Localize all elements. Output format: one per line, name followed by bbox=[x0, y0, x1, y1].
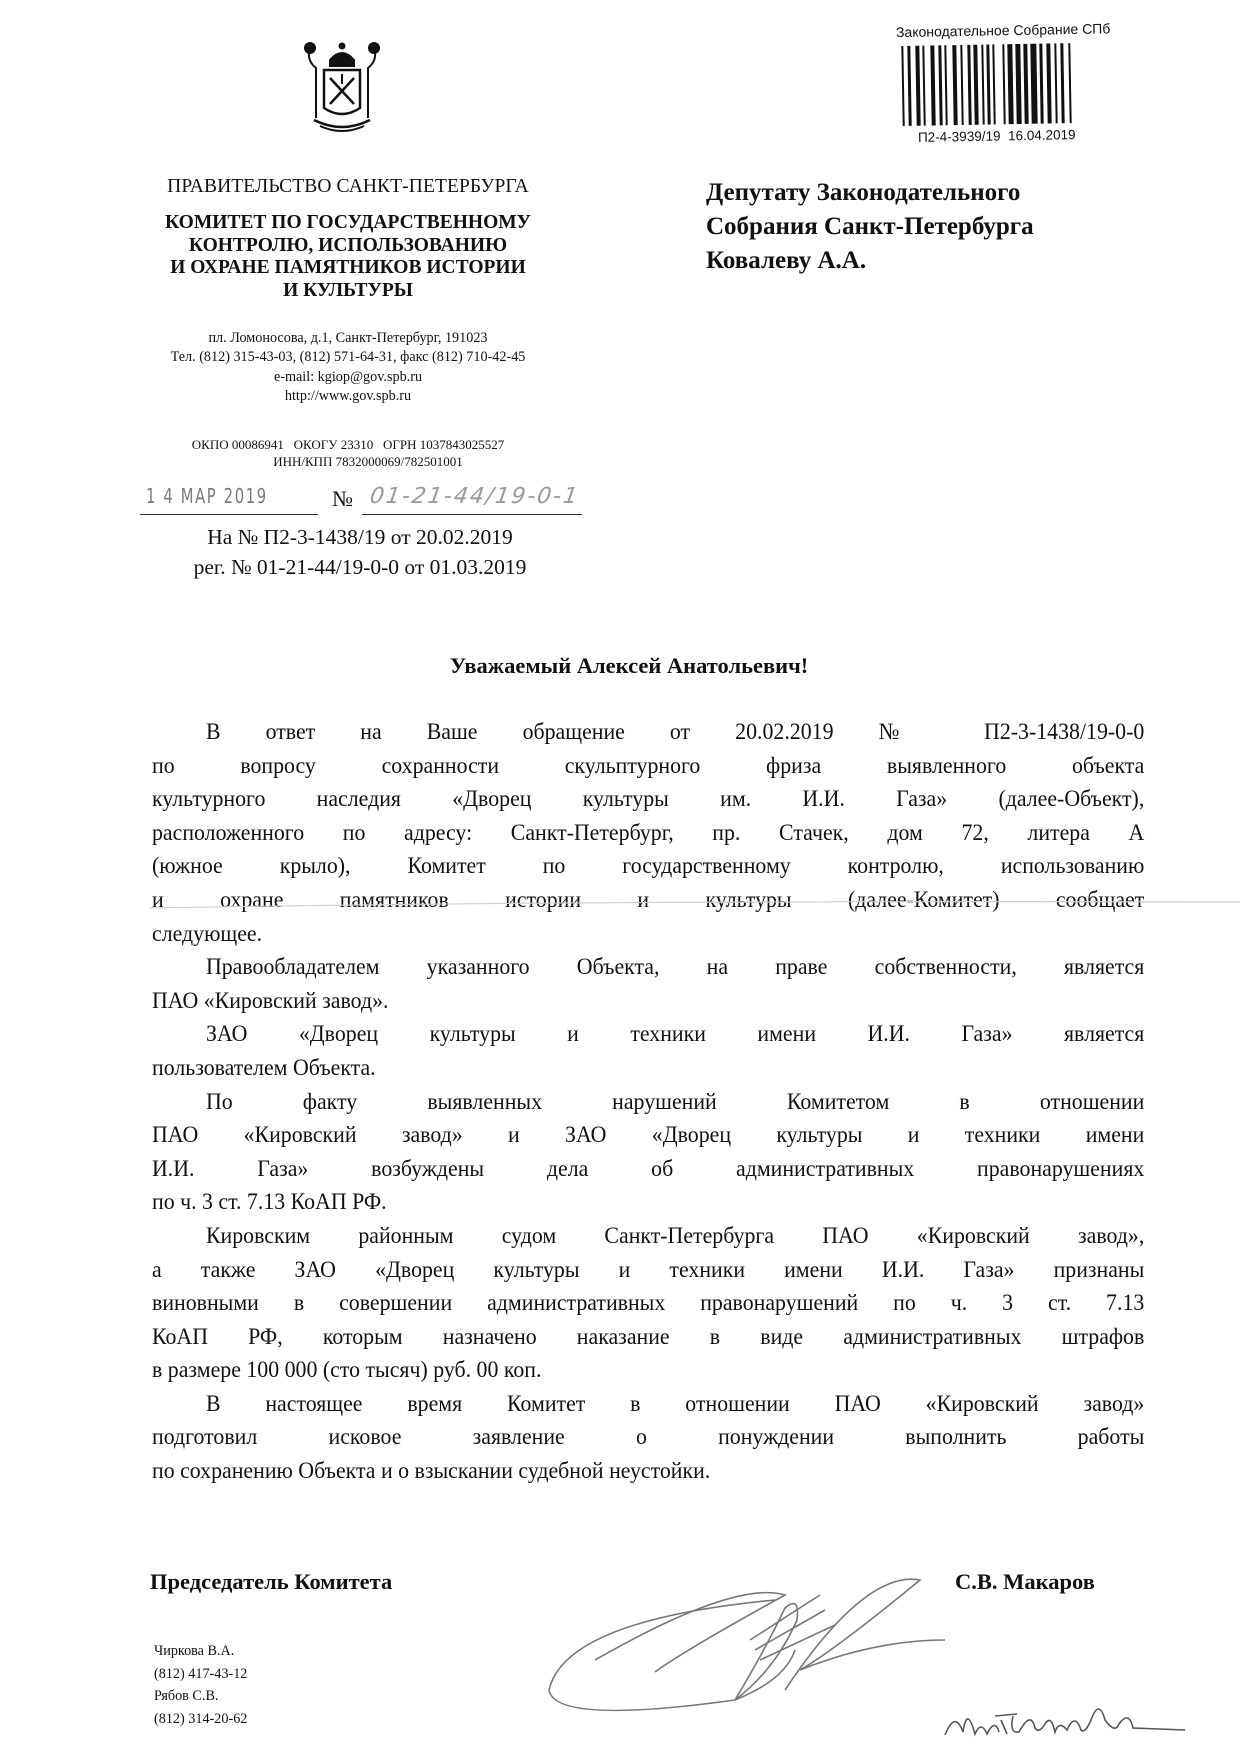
addressee bbox=[706, 176, 1034, 278]
addressee-line: Собрания Санкт-Петербурга bbox=[706, 213, 1034, 240]
body-line: КоАП РФ, которым назначено наказание в виде административных штрафов bbox=[152, 1323, 1145, 1350]
committee-line: КОНТРОЛЮ, ИСПОЛЬЗОВАНИЮ bbox=[188, 234, 508, 256]
executor-phone: (812) 314-20-62 bbox=[154, 1710, 248, 1727]
body-paragraph bbox=[152, 951, 1144, 1018]
committee-name bbox=[130, 212, 566, 302]
date-stamp: 1 4 МАР 2019 bbox=[146, 484, 268, 508]
letter-body bbox=[152, 716, 1144, 1489]
handwritten-visa-icon bbox=[935, 1690, 1195, 1750]
contact-block bbox=[130, 329, 566, 406]
codes-line-2: ИНН/КПП 7832000069/782501001 bbox=[273, 454, 463, 469]
registration-line bbox=[140, 482, 580, 516]
reply-to: На № П2-3-1438/19 от 20.02.2019 bbox=[207, 525, 513, 549]
barcode-number bbox=[918, 126, 1136, 145]
body-line: по вопросу сохранности скульптурного фриза выявленного объекта bbox=[152, 752, 1145, 779]
executor-name: Рябов С.В. bbox=[154, 1688, 219, 1704]
committee-line: КОМИТЕТ ПО ГОСУДАРСТВЕННОМУ bbox=[165, 212, 531, 233]
body-line-last: по ч. 3 ст. 7.13 КоАП РФ. bbox=[152, 1189, 387, 1216]
body-line-last: пользователем Объекта. bbox=[152, 1054, 376, 1081]
government-name: ПРАВИТЕЛЬСТВО САНКТ-ПЕТЕРБУРГА bbox=[167, 176, 529, 197]
body-line: В ответ на Ваше обращение от 20.02.2019 № П2-3-1438/19-0-0 bbox=[205, 719, 1145, 745]
body-line-last: по сохранению Объекта и о взыскании судебной неустойки. bbox=[152, 1458, 711, 1485]
codes-line-1: ОКПО 00086941 ОКОГУ 23310 ОГРН 1037843025527 bbox=[191, 437, 505, 452]
body-line-last: в размере 100 000 (сто тысяч) руб. 00 коп. bbox=[152, 1357, 542, 1384]
body-line: и охране памятников истории и культуры (далее-Комитет) сообщает bbox=[152, 886, 1145, 913]
body-paragraph bbox=[152, 1388, 1144, 1489]
body-line: В настоящее время Комитет в отношении ПАО «Кировский завод» bbox=[205, 1390, 1145, 1417]
scan-artifact bbox=[0, 898, 1240, 912]
committee-line: И КУЛЬТУРЫ bbox=[283, 279, 413, 301]
registry-codes bbox=[130, 436, 566, 470]
addressee-line: Ковалеву А.А. bbox=[706, 247, 867, 274]
body-line: подготовил исковое заявление о понуждении выполнить работы bbox=[152, 1424, 1145, 1451]
email: e-mail: kgiop@gov.spb.ru bbox=[273, 368, 423, 385]
executors-block bbox=[154, 1640, 247, 1730]
executor-name: Чиркова В.А. bbox=[154, 1643, 235, 1659]
body-line: ПАО «Кировский завод» и ЗАО «Дворец культуры и техники имени bbox=[152, 1122, 1145, 1149]
body-line: виновными в совершении административных правонарушений по ч. 3 ст. 7.13 bbox=[152, 1290, 1145, 1317]
handwritten-outgoing-number: 01-21-44/19-0-1 bbox=[368, 484, 581, 509]
signatory-name: С.В. Макаров bbox=[955, 1569, 1095, 1594]
signatory-position: Председатель Комитета bbox=[150, 1569, 393, 1594]
body-line-last: ПАО «Кировский завод». bbox=[152, 987, 389, 1014]
body-line: И.И. Газа» возбуждены дела об административных правонарушениях bbox=[152, 1155, 1145, 1182]
incoming-date: 16.04.2019 bbox=[1007, 127, 1076, 144]
body-line: культурного наследия «Дворец культуры им. И.И. Газа» (далее-Объект), bbox=[152, 786, 1145, 813]
incoming-number: П2-4-3939/19 bbox=[917, 128, 1001, 145]
signature-icon bbox=[535, 1540, 965, 1730]
executor-phone: (812) 417-43-12 bbox=[154, 1665, 248, 1682]
addressee-line: Депутату Законодательного bbox=[706, 179, 1021, 206]
phones: Тел. (812) 315-43-03, (812) 571-64-31, факс (812) 710-42-45 bbox=[170, 349, 526, 366]
body-paragraph bbox=[152, 1018, 1144, 1085]
greeting: Уважаемый Алексей Анатольевич! bbox=[449, 653, 809, 678]
reply-reference bbox=[140, 522, 580, 582]
committee-line: И ОХРАНЕ ПАМЯТНИКОВ ИСТОРИИ bbox=[170, 257, 526, 278]
body-paragraph bbox=[152, 1220, 1144, 1388]
address: пл. Ломоносова, д.1, Санкт-Петербург, 191023 bbox=[208, 330, 488, 346]
body-line-last: следующее. bbox=[152, 920, 263, 947]
body-line: Кировским районным судом Санкт-Петербурга ПАО «Кировский завод», bbox=[205, 1222, 1145, 1249]
body-line: (южное крыло), Комитет по государственному контролю, использованию bbox=[152, 853, 1145, 880]
body-paragraph bbox=[152, 1086, 1144, 1220]
number-underline bbox=[362, 514, 582, 515]
barcode-organization: Законодательное Собрание СПб bbox=[895, 20, 1111, 41]
body-line: а также ЗАО «Дворец культуры и техники имени И.И. Газа» признаны bbox=[152, 1256, 1145, 1283]
body-line: расположенного по адресу: Санкт-Петербург, пр. Стачек, дом 72, литера А bbox=[152, 819, 1145, 846]
coat-of-arms-icon bbox=[300, 38, 384, 134]
date-underline bbox=[140, 514, 318, 515]
barcode-stamp bbox=[896, 22, 1136, 143]
body-line: ЗАО «Дворец культуры и техники имени И.И. Газа» является bbox=[205, 1021, 1145, 1048]
body-line: Правообладателем указанного Объекта, на праве собственности, является bbox=[205, 954, 1145, 981]
body-paragraph bbox=[152, 716, 1144, 951]
website: http://www.gov.spb.ru bbox=[284, 387, 412, 404]
number-sign: № bbox=[332, 486, 353, 511]
barcode-icon bbox=[901, 42, 1136, 126]
body-line: По факту выявленных нарушений Комитетом в отношении bbox=[205, 1088, 1145, 1115]
reg-number: рег. № 01-21-44/19-0-0 от 01.03.2019 bbox=[193, 555, 527, 579]
